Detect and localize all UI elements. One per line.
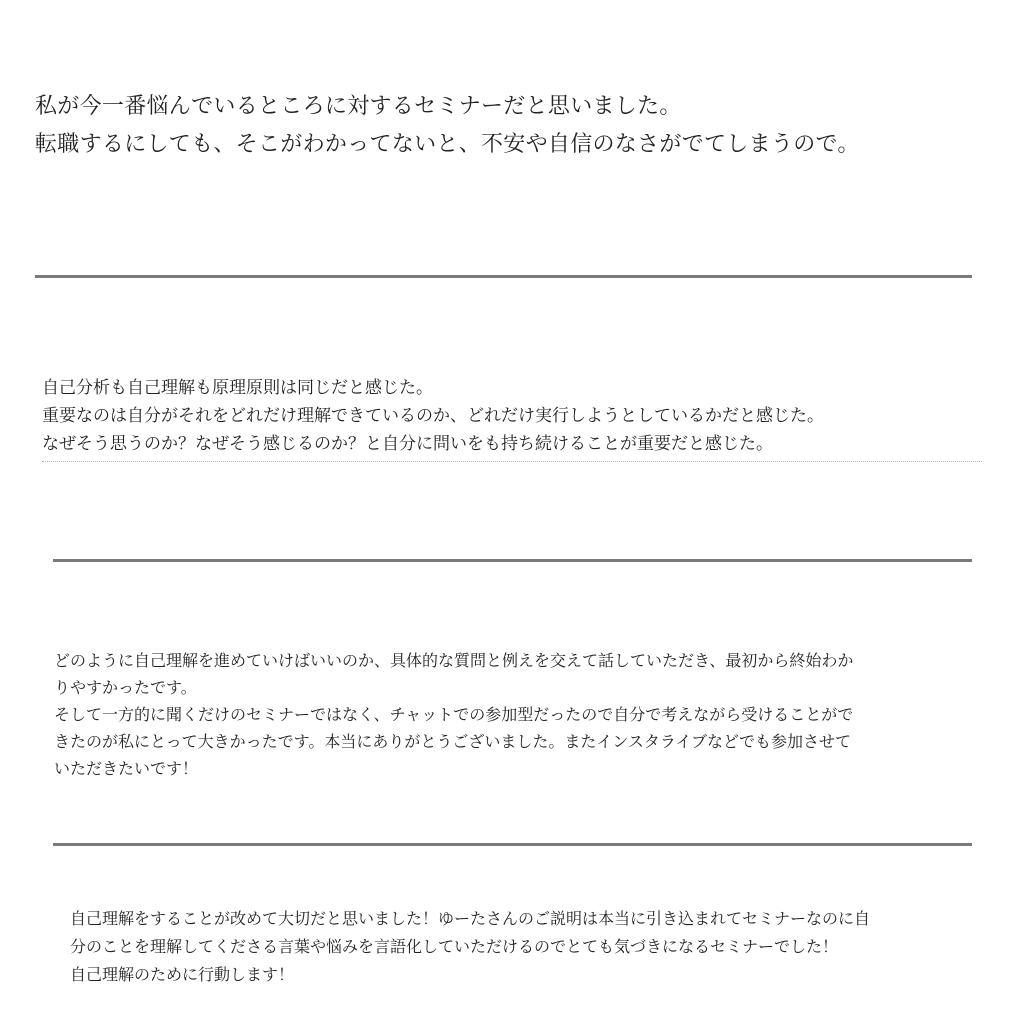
divider [35, 275, 972, 278]
comment-2-line-2: 重要なのは自分がそれをどれだけ理解できているのか、どれだけ実行しようとしているかだと感じた。 [42, 406, 824, 426]
comment-2 [42, 374, 824, 458]
comment-2-line-3: なぜそう思うのか？なぜそう感じるのか？と自分に問いをも持ち続けることが重要だと感じた。 [42, 434, 773, 454]
comment-3-line-3: そして一方的に聞くだけのセミナーではなく、チャットでの参加型だったので自分で考えながら受けることがで [54, 705, 854, 724]
comment-3-line-2: りやすかったです。 [54, 678, 197, 697]
comment-3 [54, 647, 984, 782]
comment-4-line-3: 自己理解のために行動します！ [70, 965, 295, 984]
comment-3-line-4: きたのが私にとって大きかったです。本当にありがとうございました。またインスタライブなどでも参加させて [54, 732, 851, 751]
comment-3-line-1: どのように自己理解を進めていけばいいのか、具体的な質問と例えを交えて話していただき、最初から終始わか [54, 651, 854, 670]
comment-1-line-2: 転職するにしても、そこがわかってないと、不安や自信のなさがでてしまうので。 [35, 132, 860, 157]
comment-4-line-1: 自己理解をすることが改めて大切だと思いました！ゆーたさんのご説明は本当に引き込まれてセミナーなのに自 [70, 909, 871, 928]
divider [53, 559, 972, 562]
comment-4-line-2: 分のことを理解してくださる言葉や悩みを言語化していただけるのでとても気づきになるセミナーでした！ [70, 937, 839, 956]
comment-2-line-1: 自己分析も自己理解も原理原則は同じだと感じた。 [42, 378, 433, 398]
comment-3-line-5: いただきたいです！ [54, 759, 199, 778]
comment-4 [70, 905, 1000, 989]
dotted-underline [42, 461, 982, 462]
divider [53, 843, 972, 846]
comment-1-line-1: 私が今一番悩んでいるところに対するセミナーだと思いました。 [35, 94, 682, 119]
comment-1 [35, 88, 860, 164]
